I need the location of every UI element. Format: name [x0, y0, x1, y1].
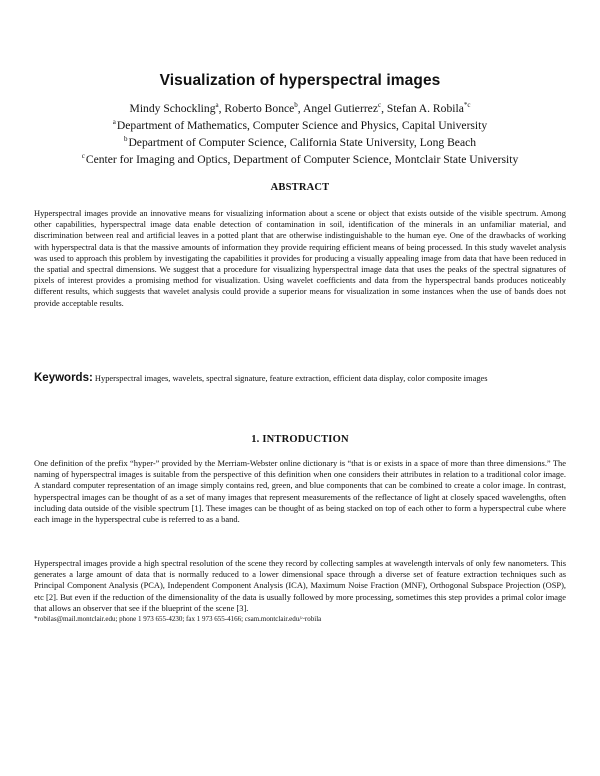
intro-paragraph-1: One definition of the prefix “hyper-” provided by the Merriam-Webster online dictionary is “that is or exists in a space of more than three dimensions.” The naming of hyperspectral images is suitable from the perspective of this definition when one considers their attributes in relation to a traditional color image. A standard computer representation of an image simply contains red, green, and blue components that can be combined to create a color image. In contrast, hyperspectral images can be thought of as a set of many images that represent measurements of the reflectance of light at closely spaced wavelengths, often including data outside of the visible spectrum [1]. These images can be thought of as being stacked on top of each other to form a hyperspectral cube where each image in the hyperspectral cube is referred to as a band. — [34, 458, 566, 525]
footnote: *robilas@mail.montclair.edu; phone 1 973 655-4230; fax 1 973 655-4166; csam.montclair.edu/~robila — [34, 615, 322, 623]
author-list — [0, 100, 600, 117]
author-sep: , — [381, 102, 387, 115]
abstract-text: Hyperspectral images provide an innovative means for visualizing information about a scene or object that exists outside of the visible spectrum. Among other capabilities, hyperspectral image data enable detection of contamination in soil, identification of the minerals in an unfamiliar material, and discrimination between real and artificial leaves in a potted plant that are otherwise indistinguishable to the human eye. One of the drawbacks of working with hyperspectral data is that the massive amounts of information they provide requiring efficient means of being processed. In this study wavelet analysis was used to approach this problem by investigating the capabilities it provides for producing a visually appealing image from data that have been reduced in the spatial and spectral dimensions. We suggest that a procedure for visualizing hyperspectral image data that uses the peaks of the spectral signatures of pixels of interest provides a promising method for visualization. Using wavelet coefficients and data from the hyperspectral bands produces noticeably different results, which suggests that wavelet analysis could provide a superior means for visualization in some instances when the use of bands does not provide acceptable results. — [34, 208, 566, 308]
author-name: Roberto Bonce — [224, 102, 295, 115]
author-sup: *c — [463, 101, 471, 110]
paper-title: Visualization of hyperspectral images — [159, 72, 441, 89]
affiliation-text: Department of Mathematics, Computer Science and Physics, Capital University — [116, 119, 488, 132]
affiliation-sup: c — [81, 152, 85, 161]
intro-paragraph-2: Hyperspectral images provide a high spectral resolution of the scene they record by collecting samples at wavelength intervals of only few nanometers. This generates a large amount of data that is normally reduced to a lower dimensional space through a diverse set of feature extraction techniques such as Principal Component Analysis (PCA), Independent Component Analysis (ICA), Maximum Noise Fraction (MNF), Orthogonal Subspace Projection (OSP), etc [2]. But even if the reduction of the dimensionality of the data is usually followed by more processing, sometimes this step provides a primal color image that allows an observer that see if the blueprint of the scene [3]. — [34, 558, 566, 613]
author-affiliation-block — [0, 100, 600, 168]
keywords-text: Hyperspectral images, wavelets, spectral signature, feature extraction, efficient data display, color composite images — [94, 373, 488, 383]
author-sep: , — [218, 102, 225, 115]
keywords-label: Keywords: — [34, 372, 93, 384]
author-name: Angel Gutierrez — [302, 102, 378, 115]
author-sup: c — [377, 101, 382, 110]
affiliation-b — [0, 134, 600, 151]
author-sep: , — [297, 102, 303, 115]
author-sup: a — [215, 101, 219, 110]
author-sup: b — [294, 101, 298, 110]
affiliation-c — [0, 151, 600, 168]
introduction-heading: 1. INTRODUCTION — [251, 434, 349, 445]
author-name: Stefan A. Robila — [386, 102, 464, 115]
affiliation-text: Center for Imaging and Optics, Department of Computer Science, Montclair State University — [85, 153, 519, 166]
author-name: Mindy Schockling — [129, 102, 216, 115]
affiliation-a — [0, 117, 600, 134]
affiliation-sup: a — [112, 118, 116, 127]
abstract-heading: ABSTRACT — [270, 182, 330, 193]
keywords-block — [34, 372, 566, 385]
affiliation-sup: b — [123, 135, 128, 144]
affiliation-text: Department of Computer Science, California State University, Long Beach — [128, 136, 477, 149]
